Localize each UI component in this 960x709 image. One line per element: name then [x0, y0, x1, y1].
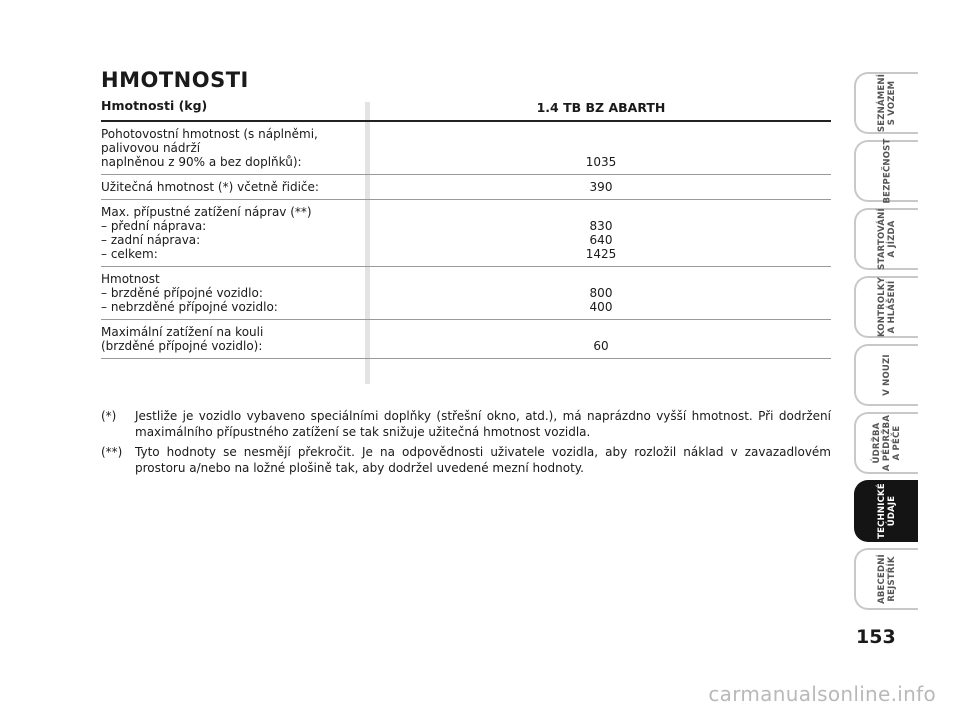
row-value: 60	[593, 339, 609, 353]
row-values	[371, 155, 831, 169]
chapter-tab[interactable]	[854, 548, 918, 610]
row-value: 800	[589, 286, 613, 300]
chapter-tab[interactable]	[854, 412, 918, 474]
row-label-line: – zadní náprava:	[101, 233, 201, 247]
row-label	[101, 272, 356, 314]
chapter-tab[interactable]	[854, 140, 918, 202]
chapter-tab[interactable]	[854, 72, 918, 134]
row-values	[371, 286, 831, 314]
chapter-tab-label: ABECEDNÍ REJSTŘÍK	[877, 554, 897, 604]
row-label-line: – brzděné přípojné vozidlo:	[101, 286, 263, 300]
row-label-line: (brzděné přípojné vozidlo):	[101, 339, 263, 353]
footnote-mark: (**)	[101, 445, 123, 459]
row-label	[101, 205, 356, 261]
header-label: Hmotnosti (kg)	[101, 98, 208, 113]
table-body	[101, 122, 831, 359]
row-value: 1035	[585, 155, 617, 169]
chapter-tab[interactable]	[854, 344, 918, 406]
table-row	[101, 175, 831, 200]
row-label-line: – celkem:	[101, 247, 158, 261]
row-label-line: palivovou nádrží	[101, 141, 201, 155]
table-row	[101, 267, 831, 320]
table-row	[101, 122, 831, 175]
footnote-text: Tyto hodnoty se nesmějí překročit. Je na odpovědnosti uživatele vozidla, aby rozložil náklad v zavazadlovém prostoru a/nebo na ložné plošině tak, aby dodržel uvedené mezní hodnoty.	[135, 445, 831, 475]
row-label-line: Hmotnost	[101, 272, 160, 286]
row-label-line: – přední náprava:	[101, 219, 207, 233]
chapter-tab-label: V NOUZI	[881, 354, 892, 396]
table-header	[101, 96, 831, 122]
footnote-mark: (*)	[101, 409, 117, 423]
row-values	[371, 180, 831, 194]
chapter-tab[interactable]	[854, 276, 918, 338]
page-title: HMOTNOSTI	[101, 68, 249, 92]
row-label-line: – nebrzděné přípojné vozidlo:	[101, 300, 278, 314]
footnote	[101, 408, 831, 440]
weights-table	[101, 96, 831, 359]
chapter-tab-label: SEZNÁMENÍ S VOZEM	[877, 73, 897, 133]
table-row	[101, 200, 831, 267]
chapter-tab-label: KONTROLKY A HLÁŠENÍ	[876, 276, 897, 338]
watermark: carmanualsonline.info	[708, 682, 936, 706]
chapter-tab[interactable]	[854, 208, 918, 270]
footnotes	[101, 408, 831, 480]
chapter-tab-label: TECHNICKÉ ÚDAJE	[876, 483, 897, 539]
header-model: 1.4 TB BZ ABARTH	[536, 100, 666, 115]
row-value: 400	[589, 300, 613, 314]
row-label	[101, 127, 356, 169]
row-label	[101, 325, 356, 353]
row-label-line: naplněnou z 90% a bez doplňků):	[101, 155, 302, 169]
row-value: 830	[589, 219, 613, 233]
row-values	[371, 339, 831, 353]
chapter-tab[interactable]	[854, 480, 918, 542]
footnote	[101, 444, 831, 476]
row-label-line: Pohotovostní hmotnost (s náplněmi,	[101, 127, 318, 141]
row-value: 1425	[585, 247, 617, 261]
page-number: 153	[856, 626, 896, 648]
row-value: 640	[589, 233, 613, 247]
chapter-tab-label: STARTOVÁNÍ A JÍZDA	[877, 208, 897, 270]
chapter-tab-label: ÚDRŽBA A PÉDRŽBA A PÉČE	[871, 414, 902, 472]
row-label	[101, 180, 356, 194]
chapter-tab-label: BEZPEČNOST	[882, 138, 893, 204]
row-values	[371, 219, 831, 261]
footnote-text: Jestliže je vozidlo vybaveno speciálními doplňky (střešní okno, atd.), má naprázdno vyšší hmotnost. Při dodržení maximálního přípustného zatížení se tak snižuje užitečná hmotnost vozidla.	[135, 409, 831, 439]
row-value: 390	[589, 180, 613, 194]
row-label-line: Max. přípustné zatížení náprav (**)	[101, 205, 312, 219]
row-label-line: Maximální zatížení na kouli	[101, 325, 264, 339]
row-label-line: Užitečná hmotnost (*) včetně řidiče:	[101, 180, 319, 194]
table-row	[101, 320, 831, 359]
